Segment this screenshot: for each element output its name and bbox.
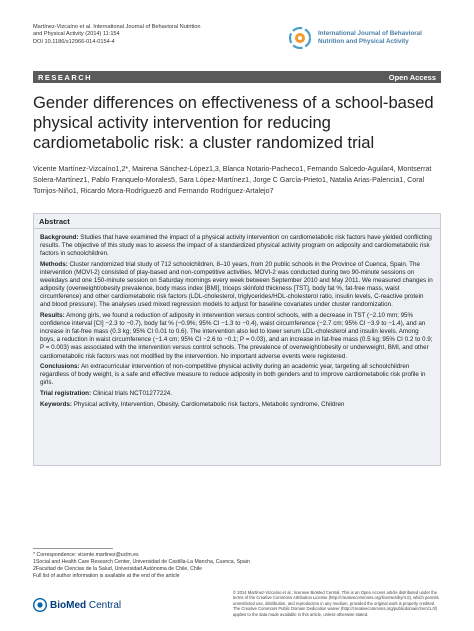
publisher-logo[interactable] [33, 598, 121, 612]
publisher-name-rest: Central [86, 599, 122, 611]
footnotes [33, 552, 263, 580]
footnote-divider [33, 548, 113, 549]
results-label: Results: [40, 312, 65, 320]
journal-logo[interactable] [288, 24, 458, 52]
keywords-label: Keywords: [40, 400, 72, 408]
abstract-body [40, 234, 434, 411]
publisher-name-bold: BioMed [50, 599, 87, 611]
background-text: Studies that have examined the impact of a physical activity intervention on cardiometabolic risk factors have yielded conflicting results. The objective of this study was to assess the impact of a standardized physical activity program on adiposity and cardiometabolic risk factors in schoolchildren. [40, 234, 432, 258]
open-access-label: Open Access [388, 72, 436, 82]
background-label: Background: [40, 234, 79, 241]
methods-text: Cluster randomized trial study of 712 schoolchildren, 8–10 years, from 20 public schools in the Province of Cuenca, Spain. The intervention (MOVI-2) consisted of play-based and non-competitive activities. MOVI-2 was conducted during two 90-minute sessions on weekdays and one 150-minute session on Saturday mornings every week between September 2010 and May 2011. We measured changes in adiposity (overweight/obesity prevalence, body mass index [BMI], triceps skinfold thickness [TST], body fat %, fat-free mass, waist circumference) and other cardiometabolic risk factors (LDL-cholesterol, triglycerides/HDL-cholesterol ratio, insulin levels, C-reactive protein and blood pressure). The analyses used mixed regression models to adjust for baseline covariates under cluster randomization. [40, 260, 433, 309]
journal-name-line2: Nutrition and Physical Activity [318, 38, 409, 45]
trial-label: Trial registration: [40, 390, 92, 398]
abstract-methods [40, 261, 434, 310]
article-type-label: RESEARCH [38, 72, 93, 82]
abstract-box [33, 213, 441, 466]
journal-name [318, 30, 422, 45]
article-title: Gender differences on effectiveness of a school-based physical activity intervention for reducing cardiometabolic risk: a cluster randomized trial [33, 93, 434, 152]
affiliation-1: 1Social and Health Care Research Center, Universidad de Castilla-La Mancha, Cuenca, Spain [33, 558, 250, 565]
results-text: Among girls, we found a reduction of adiposity in intervention versus control schools, with a decrease in TST (−2.10 mm; 95% confidence interval [CI] −2.3 to −0.7), body fat % (−0.9%; 95% CI −1.3 to −0.4), waist circumference (−2.7 cm; 95% CI −3.9 to −1.4), and an increase in fat-free mass (0.3 kg; 95% CI 0.01 to 0.6). The intervention also led to lower serum LDL-cholesterol and insulin levels. Among boys, a reduction in waist circumference (−1.4 cm; 95% CI −2.6 to −0.1; P = 0.03), and an increase in fat-free mass (0.5 kg; 95% CI 0.2 to 0.9; P = 0.003) was associated with the intervention versus control schools. The prevalence of overweight/obesity or underweight, BMI, and other cardiometabolic risk factors was not modified by the intervention. No important adverse events were registered. [40, 312, 433, 360]
conclusions-label: Conclusions: [40, 363, 80, 371]
conclusions-text: An extracurricular intervention of non-competitive physical activity during an academic year, targeting all schoolchildren regardless of body weight, is a safe and effective measure to reduce adiposity in both genders and to improve cardiometabolic risk profile in girls. [40, 363, 426, 387]
article-citation [33, 24, 263, 46]
license-statement: © 2014 Martínez-Vizcaíno et al.; licensee BioMed Central. This is an Open Access article distributed under the terms of the Creative Commons Attribution License (http://creativecommons.org/licenses/by/4.0), which permits unrestricted use, distribution, and reproduction in any medium, provided the original work is properly credited. The Creative Commons Public Domain Dedication waiver (http://creativecommons.org/publicdomain/zero/1.0/) applies to the data made available in this article, unless otherwise stated. [233, 590, 439, 617]
abstract-keywords [40, 401, 434, 409]
affiliation-2: 2Facultad de Ciencias de la Salud, Universidad Autónoma de Chile, Chile [33, 565, 202, 572]
citation-journal: Martínez-Vizcaíno et al. International Journal of Behavioral Nutrition [33, 24, 201, 30]
keywords-text: Physical activity, Intervention, Obesity, Cardiometabolic risk factors, Metabolic syndrome, Children [73, 400, 345, 408]
journal-name-line1: International Journal of Behavioral [318, 30, 422, 38]
abstract-background [40, 234, 434, 258]
abstract-trial [40, 390, 434, 398]
journal-logo-icon [288, 26, 312, 50]
author-list: Vicente Martínez-Vizcaíno1,2*, Mairena Sánchez-López1,3, Blanca Notario-Pacheco1, Fernando Salcedo-Aguilar4, Montserrat Solera-Martínez1, Pablo Franquelo-Morales5, Sara López-Martínez1, Jorge C García-Prieto1, Natalia Arias-Palencia1, Coral Torrijos-Niño1, Ricardo Mora-Rodríguez6 and Fernando Rodríguez-Artalejo7 [33, 165, 432, 195]
publisher-name [50, 600, 121, 611]
trial-text[interactable]: Clinical trials NCT01277224. [92, 390, 173, 398]
article-type-bar [33, 71, 441, 83]
citation-doi[interactable]: DOI 10.1186/s12966-014-0154-4 [33, 38, 115, 45]
abstract-conclusions [40, 363, 434, 387]
methods-label: Methods: [40, 260, 68, 268]
abstract-results [40, 312, 434, 361]
abstract-heading: Abstract [34, 214, 440, 229]
correspondence[interactable]: * Correspondence: vicente.martinez@uclm.es [33, 552, 139, 558]
author-info-note: Full list of author information is available at the end of the article [33, 572, 180, 579]
citation-volume: and Physical Activity (2014) 11:154 [33, 31, 120, 38]
biomed-central-logo-icon [33, 598, 47, 612]
